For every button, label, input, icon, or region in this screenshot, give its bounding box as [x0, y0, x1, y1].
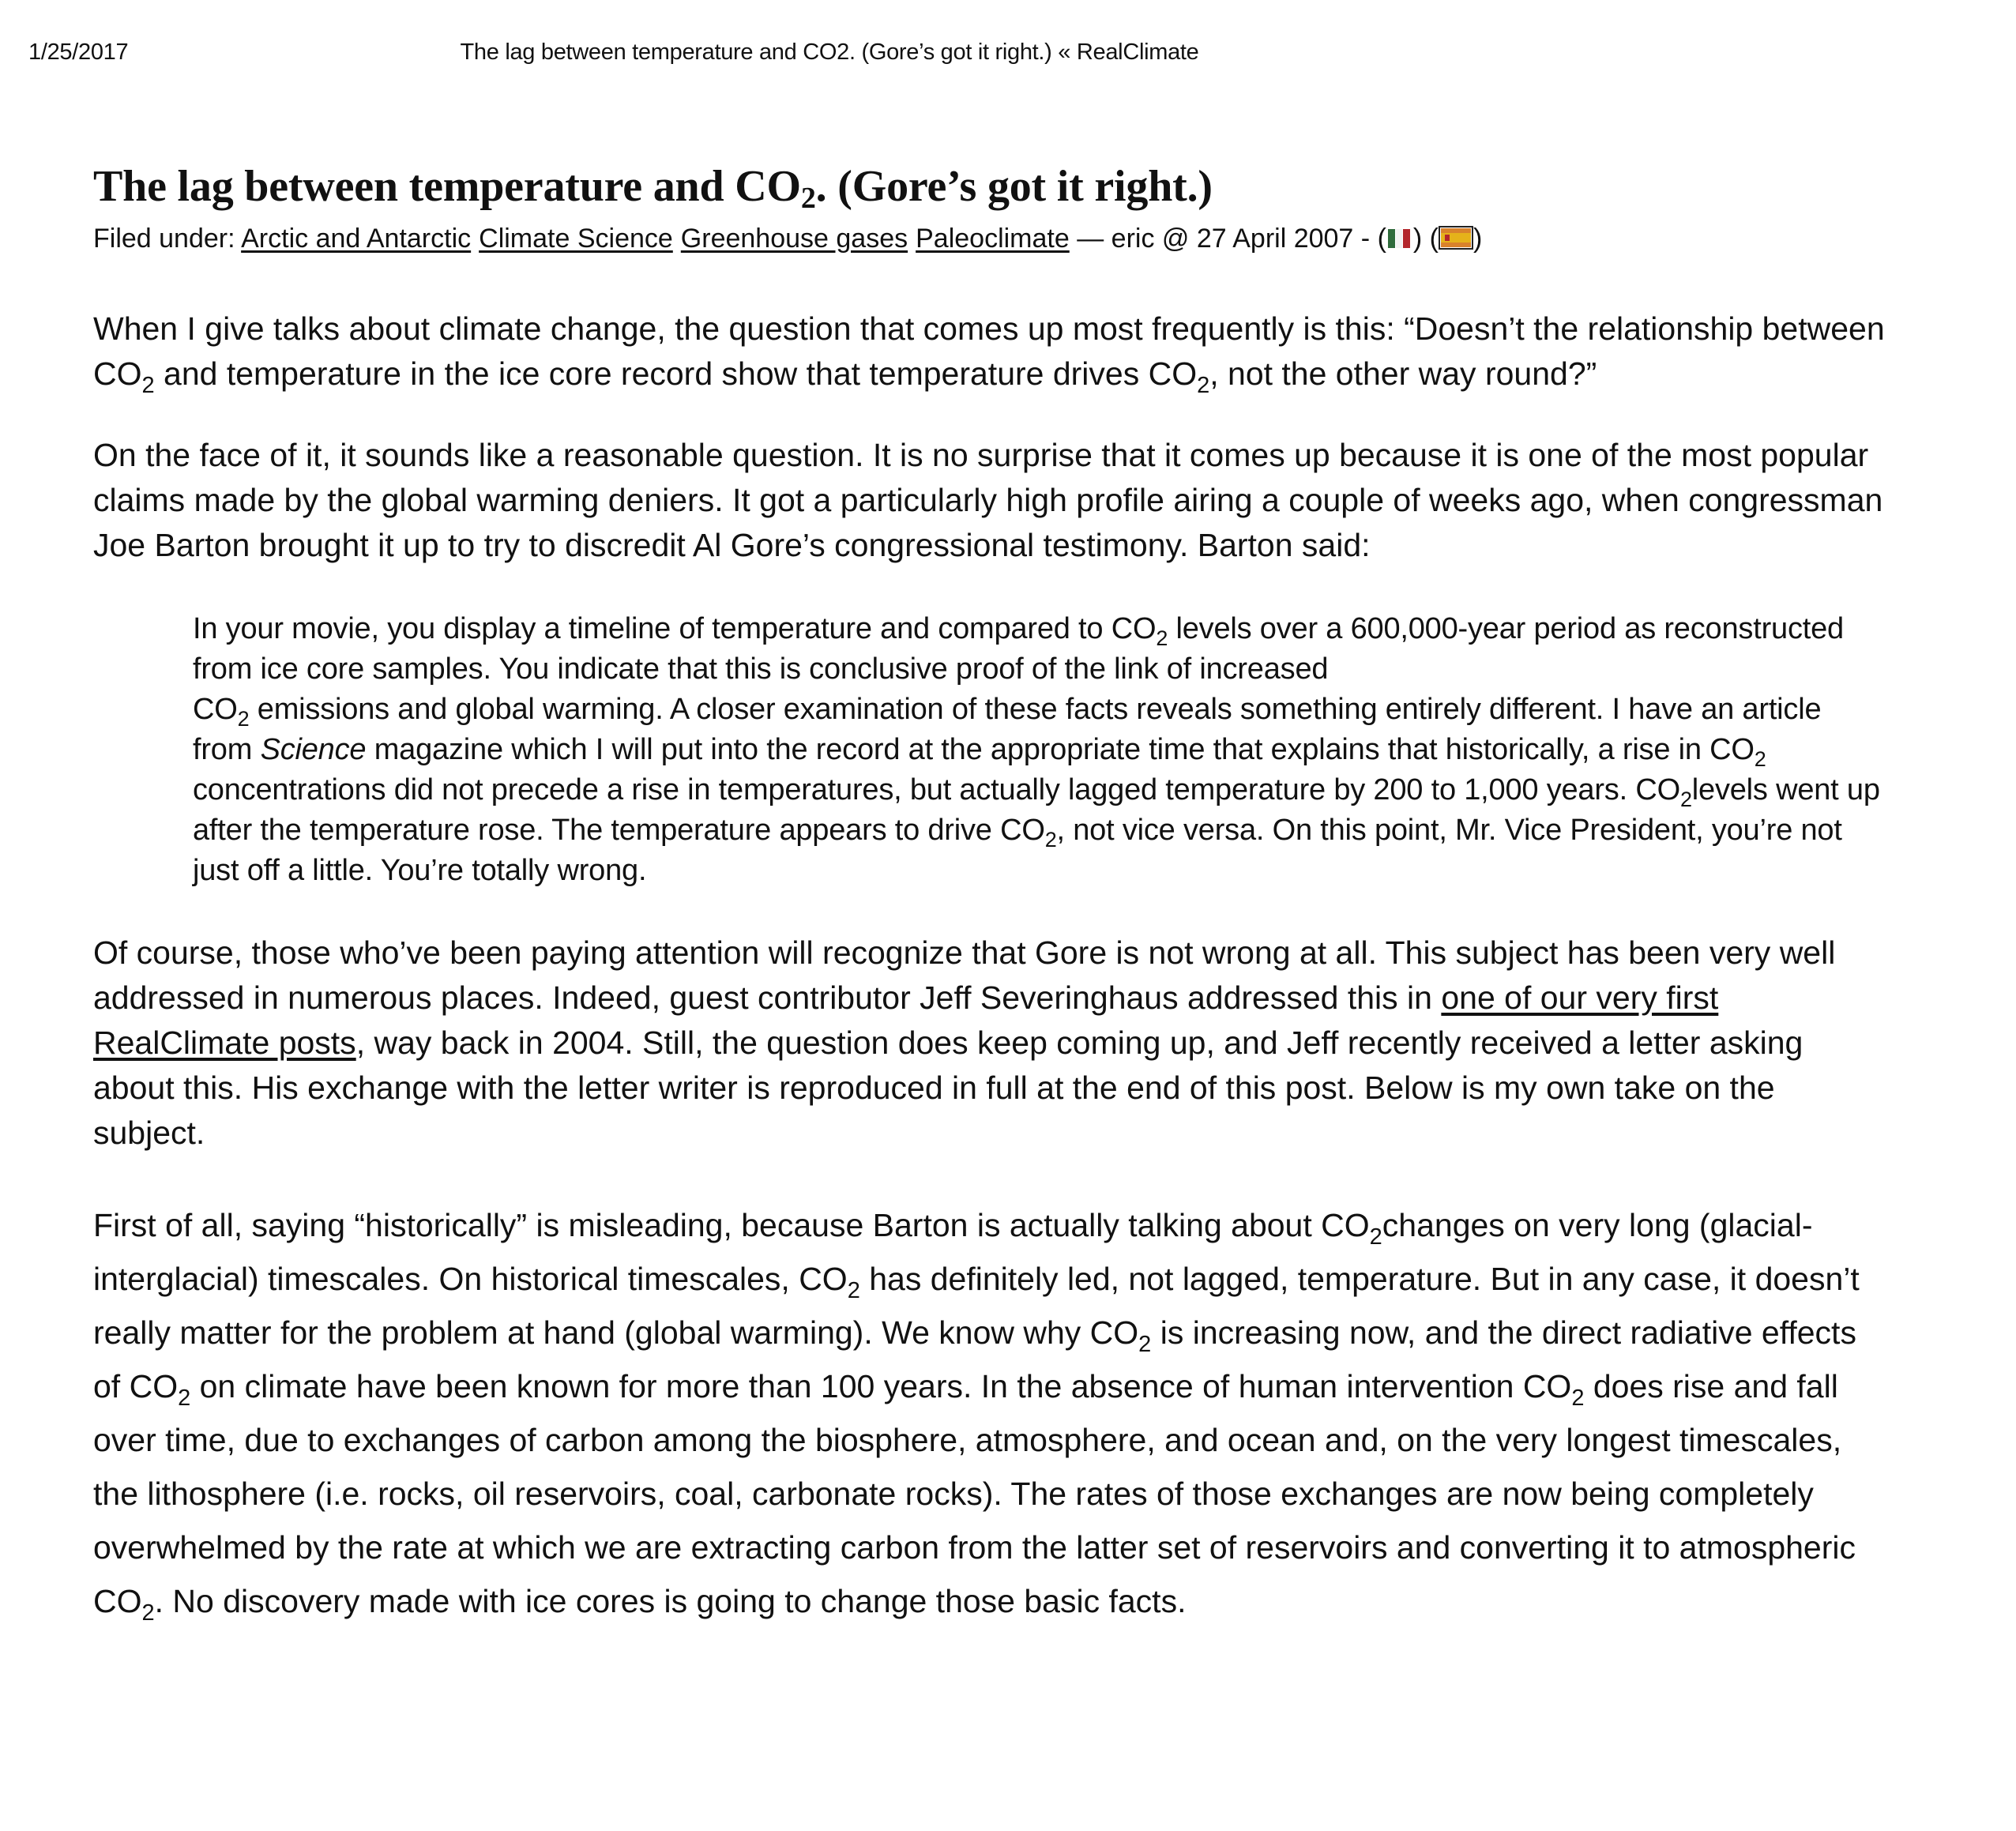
paragraph-1: When I give talks about climate change, the question that comes up most frequently is this: “Doesn’t the relationship between $CO_2$ and temperature in the ice core record show that temperature drives $CO_2$, not the other way round?” — [93, 310, 1885, 398]
italian-flag-icon[interactable] — [1386, 220, 1413, 264]
category-link-climate-science[interactable]: Climate Science — [479, 224, 673, 254]
category-link-greenhouse-gases[interactable]: Greenhouse gases — [680, 224, 908, 254]
print-header — [0, 39, 2016, 74]
byline: — eric @ 27 April 2007 - — [1077, 224, 1371, 254]
paragraph-4: First of all, saying “historically” is misleading, because Barton is actually talking about $CO_2changes$ on very long (glacial-interglacial) timescales. On historical timescales, $CO_2$ has definitely led, not lagged, temperature. But in any case, it doesn’t really matter for the problem at hand (global warming). We know why $CO_2$ is increasing now, and the direct radiative effects of $CO_2$ on climate have been known for more than 100 years. In the absence of human intervention $CO_2$ does rise and fall over time, due to exchanges of carbon among the biosphere, atmosphere, and ocean and, on the very longest timescales, the lithosphere (i.e. rocks, oil reservoirs, coal, carbonate rocks). The rates of those exchanges are now being completely overwhelmed by the rate at which we are extracting carbon from the latter set of reservoirs and converting it to atmospheric $CO_2$. No discovery made with ice cores is going to change those basic facts. — [93, 1207, 1860, 1626]
spanish-flag-icon[interactable] — [1439, 220, 1473, 264]
paragraph-2: On the face of it, it sounds like a reasonable question. It is no surprise that it comes up because it is one of the most popular claims made by the global warming deniers. It got a particularly high profile airing a couple of weeks ago, when congressman Joe Barton brought it up to try to discredit Al Gore’s congressional testimony. Barton said: — [93, 437, 1883, 563]
post-meta: Filed under: Arctic and Antarctic Climate Science Greenhouse gases Paleoclimate — eric @ 27 April 2007 - ( ) ( ) — [93, 216, 1886, 264]
first-realclimate-post-link[interactable]: one of our very first RealClimate posts — [93, 979, 1719, 1061]
category-link-paleoclimate[interactable]: Paleoclimate — [916, 224, 1070, 254]
paragraph-3: Of course, those who’ve been paying attention will recognize that Gore is not wrong at all. This subject has been very well addressed in numerous places. Indeed, guest contributor Jeff Severinghaus addressed this in one of our very first RealClimate posts, way back in 2004. Still, the question does keep coming up, and Jeff recently received a letter asking about this. His exchange with the letter writer is reproduced in full at the end of this post. Below is my own take on the subject. — [93, 934, 1836, 1151]
category-link-arctic[interactable]: Arctic and Antarctic — [241, 224, 472, 254]
print-page-title: The lag between temperature and CO2. (Gore’s got it right.) « RealClimate — [460, 39, 1199, 65]
post-title: The lag between temperature and $CO_2$. (Gore’s got it right.) — [93, 162, 1213, 215]
filed-under-label: Filed under: — [93, 224, 235, 254]
barton-quote: In your movie, you display a timeline of temperature and compared to $CO_2$ levels over a 600,000-year period as reconstructed from ice core samples. You indicate that this is conclusive proof of the link of increased $CO_2$ emissions and global warming. A closer examination of these facts reveals something entirely different. I have an article from Science magazine which I will put into the record at the appropriate time that explains that historically, a rise in $CO_2$ concentrations did not precede a rise in temperatures, but actually lagged temperature by 200 to 1,000 years. $CO_2levels$ went up after the temperature rose. The temperature appears to drive $CO_2$, not vice versa. On this point, Mr. Vice President, you’re not just off a little. You’re totally wrong. — [193, 612, 1880, 887]
article — [93, 158, 1886, 1628]
print-date: 1/25/2017 — [28, 39, 129, 65]
